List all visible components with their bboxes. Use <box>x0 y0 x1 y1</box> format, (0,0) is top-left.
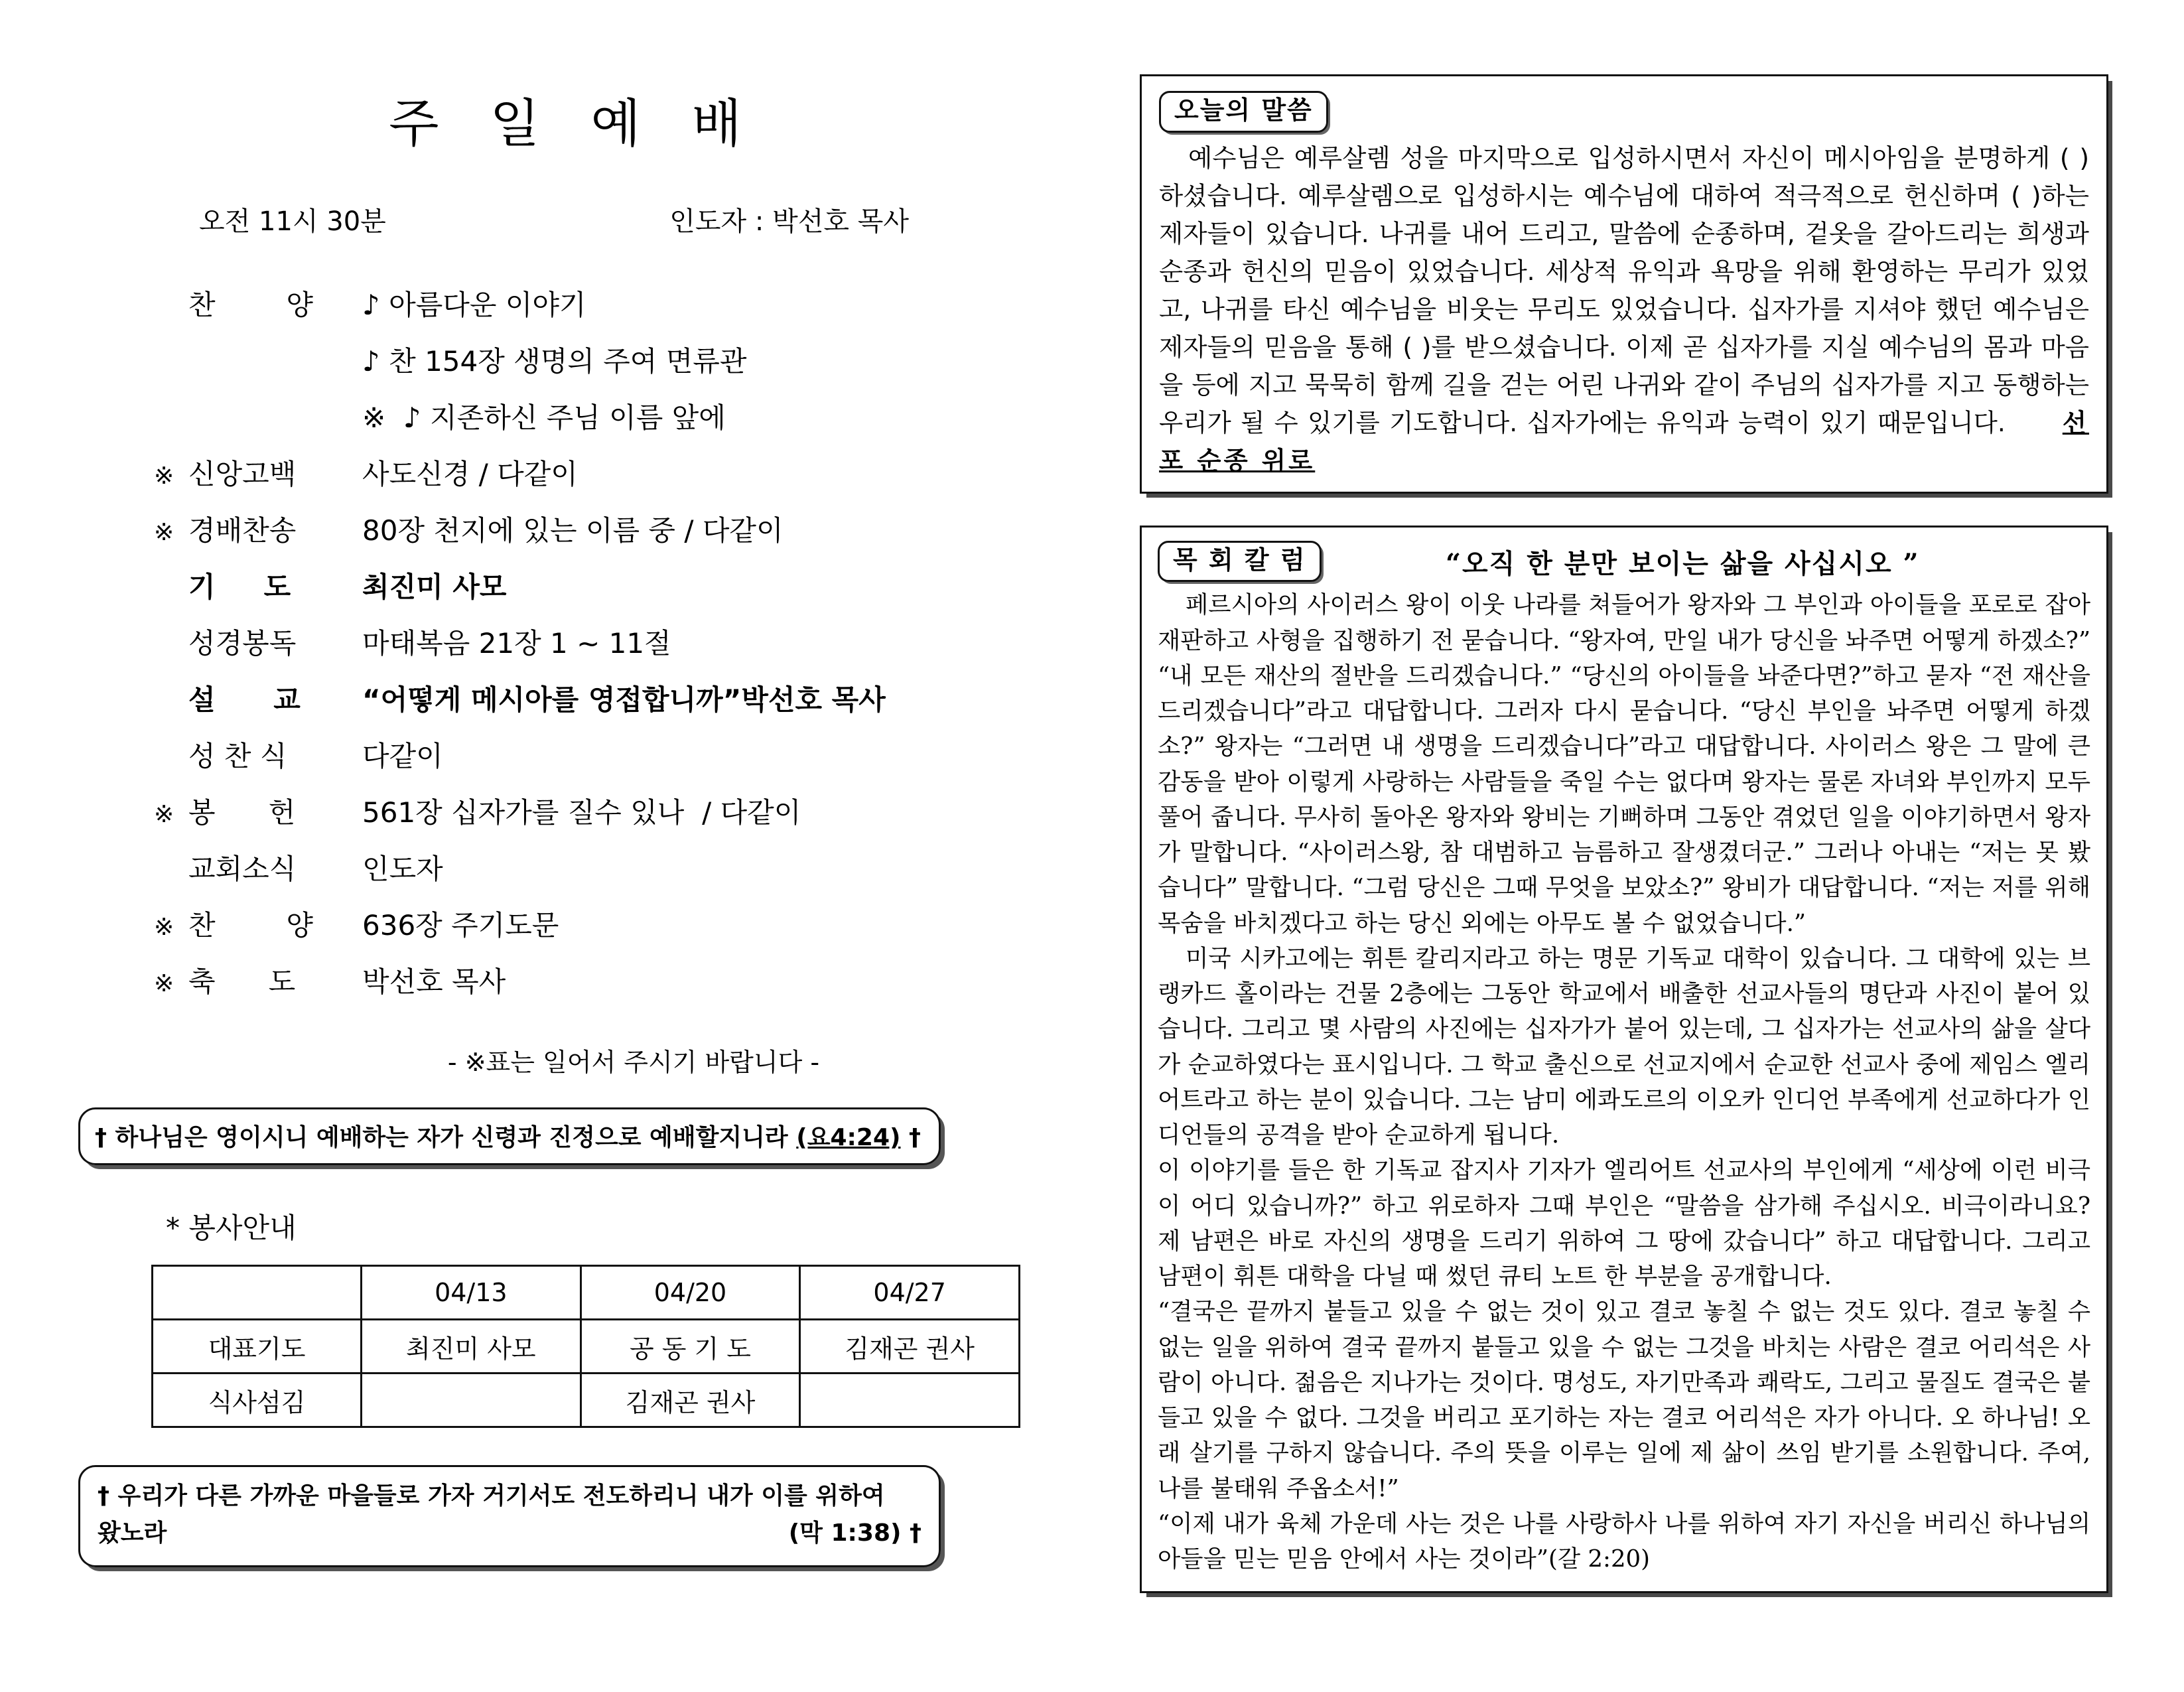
pastoral-column-tag: 목 회 칼 럼 <box>1158 541 1322 583</box>
pastoral-paragraph: 이 이야기를 들은 한 기독교 잡지사 기자가 엘리어트 선교사의 부인에게 “세상에 이런 비극이 어디 있습니까?” 하고 위로하자 그때 부인은 “말씀을 삼가해 주십시오. 비극이라니요? 제 남편은 바로 자신의 생명을 드리기 위하여 그 땅에 갔습니다” 하고 대답합니다. 그리고 남편이 휘튼 대학을 다닐 때 썼던 큐티 노트 한 부분을 공개합니다. <box>1158 1157 2090 1291</box>
verse-box-top <box>78 1107 941 1165</box>
table-header-cell: 04/13 <box>362 1266 581 1320</box>
order-value: 인도자 <box>362 853 443 885</box>
articles-column <box>1140 0 2184 1692</box>
order-mark: ※ <box>154 801 174 828</box>
cross-icon: † <box>910 1519 921 1547</box>
service-assignment-label: * 봉사안내 <box>166 1212 297 1244</box>
pastoral-paragraph: “이제 내가 육체 가운데 사는 것은 나를 사랑하사 나를 위하여 자기 자신을 버리신 하나님의 아들을 믿는 믿음 안에서 사는 것이라”(갈 2:20) <box>1158 1510 2090 1573</box>
order-label: 축 도 <box>188 965 296 998</box>
pastoral-column-body <box>1158 587 2090 1577</box>
table-header-cell <box>153 1266 362 1320</box>
order-label: 찬 양 <box>188 289 313 321</box>
pastoral-column-panel <box>1140 526 2108 1594</box>
order-label: 신앙고백 <box>188 458 297 490</box>
order-label: 찬 양 <box>188 909 313 942</box>
table-header-row <box>153 1266 1020 1320</box>
duty-table <box>151 1265 1020 1428</box>
order-of-worship-list <box>0 283 1101 1017</box>
order-value: 사도신경 / 다같이 <box>362 458 578 490</box>
verse-reference: (요4:24) <box>796 1124 901 1151</box>
order-label: 교회소식 <box>188 853 297 885</box>
todays-word-text: 예수님은 예루살렘 성을 마지막으로 입성하시면서 자신이 메시아임을 분명하게 ( )하셨습니다. 예루살렘으로 입성하시는 예수님에 대하여 적극적으로 헌신하며 ( )하는 제자들이 있습니다. 나귀를 내어 드리고, 말씀에 순종하며, 겉옷을 갈아드리는 희생과 순종과 헌신의 믿음이 있었습니다. 세상적 유익과 욕망을 위해 환영하는 무리가 있었고, 나귀를 타신 예수님을 비웃는 무리도 있었습니다. 십자가를 지셔야 했던 예수님은 제자들의 믿음을 통해 ( )를 받으셨습니다. 이제 곧 십자가를 지실 예수님의 몸과 마음을 등에 지고 묵묵히 함께 길을 걷는 어린 나귀와 같이 주님의 십자가를 지고 동행하는 우리가 될 수 있기를 기도합니다. 십자가에는 유익과 능력이 있기 때문입니다. <box>1159 143 2089 437</box>
verse-reference-wrap <box>789 1515 921 1552</box>
table-header-cell: 04/27 <box>800 1266 1020 1320</box>
todays-word-panel <box>1140 74 2108 494</box>
order-row <box>154 565 1101 622</box>
table-cell: 김재곤 권사 <box>580 1374 800 1427</box>
order-label: 경배찬송 <box>188 514 297 547</box>
table-cell: 최진미 사모 <box>362 1320 581 1374</box>
order-value: ※ ♪ 지존하신 주님 이름 앞에 <box>362 401 726 434</box>
order-row <box>154 791 1101 847</box>
todays-word-answers: 선포 순종 위로 <box>1159 407 2089 475</box>
table-cell: 식사섬김 <box>153 1374 362 1427</box>
pastoral-column-title: “오직 한 분만 보이는 삶을 사십시오 ” <box>1446 547 1920 579</box>
order-value: “어떻게 메시아를 영접합니까”박선호 목사 <box>362 683 886 716</box>
order-row <box>154 847 1101 904</box>
order-row <box>154 904 1101 960</box>
cross-icon: † <box>909 1124 921 1151</box>
order-value: 마태복음 21장 1 ~ 11절 <box>362 627 671 660</box>
order-label: 성 찬 식 <box>188 740 287 772</box>
service-time: 오전 11시 30분 <box>199 206 386 237</box>
pastoral-paragraph: 페르시아의 사이러스 왕이 이웃 나라를 쳐들어가 왕자와 그 부인과 아이들을 포로로 잡아 재판하고 사형을 집행하기 전 묻습니다. “왕자여, 만일 내가 당신을 놔주면 어떻게 하겠소?” “내 모든 재산의 절반을 드리겠습니다.” “당신의 아이들을 놔준다면?”하고 묻자 “전 재산을 드리겠습니다”라고 대답합니다. 그러자 다시 묻습니다. “당신 부인을 놔주면 어떻게 하겠소?” 왕자는 “그러면 내 생명을 드리겠습니다”라고 대답합니다. 사이러스 왕은 그 말에 큰 감동을 받아 이렇게 사랑하는 사람들을 죽일 수는 없다며 왕자는 물론 자녀와 부인까지 모두 풀어 줍니다. 무사히 돌아온 왕자와 왕비는 기뻐하며 그동안 겪었던 일을 이야기하면서 왕자가 말합니다. “사이러스왕, 참 대범하고 늠름하고 잘생겼더군.” 그러나 아내는 “저는 못 봤습니다” 말합니다. “그럼 당신은 그때 무엇을 보았소?” 왕비가 대답합니다. “저는 저를 위해 목숨을 바치겠다고 하는 당신 외에는 아무도 볼 수 없었습니다.” <box>1158 591 2090 937</box>
cross-icon: † <box>98 1482 109 1510</box>
table-cell <box>362 1374 581 1427</box>
order-mark: ※ <box>154 462 174 490</box>
verse-line-1 <box>98 1478 921 1515</box>
order-row <box>154 678 1101 735</box>
table-cell: 김재곤 권사 <box>800 1320 1020 1374</box>
standing-note: - ※표는 일어서 주시기 바랍니다 - <box>447 1048 820 1077</box>
table-header-cell: 04/20 <box>580 1266 800 1320</box>
order-label: 성경봉독 <box>188 627 297 660</box>
order-label: 기 도 <box>188 571 291 603</box>
verse-text: 하나님은 영이시니 예배하는 자가 신령과 진정으로 예배할지니라 <box>115 1124 788 1151</box>
service-leader: 인도자 : 박선호 목사 <box>669 206 909 237</box>
order-mark: ※ <box>154 914 174 941</box>
order-value: 박선호 목사 <box>362 965 506 998</box>
order-value: ♪ 찬 154장 생명의 주여 면류관 <box>362 345 747 378</box>
order-row <box>154 622 1101 678</box>
order-row <box>154 283 1101 340</box>
verse-text: 우리가 다른 가까운 마을들로 가자 거기서도 전도하리니 내가 이를 위하여 <box>117 1482 885 1510</box>
order-row <box>154 735 1101 791</box>
order-value: 636장 주기도문 <box>362 909 559 942</box>
page-title: 주 일 예 배 <box>389 94 759 154</box>
order-value: 561장 십자가를 질수 있나 / 다같이 <box>362 796 801 829</box>
table-cell <box>800 1374 1020 1427</box>
order-value: 다같이 <box>362 740 443 772</box>
table-cell: 공 동 기 도 <box>580 1320 800 1374</box>
todays-word-paragraph <box>1159 139 2089 480</box>
pastoral-paragraph: “결국은 끝까지 붙들고 있을 수 없는 것이 있고 결코 놓칠 수 없는 것도 있다. 결코 놓칠 수 없는 일을 위하여 결국 끝까지 붙들고 있을 수 없는 그것을 바치는 사람은 결코 어리석은 사람이 아니다. 젊음은 지나가는 것이다. 명성도, 자기만족과 쾌락도, 그리고 물질도 결국은 붙들고 있을 수 없다. 그것을 버리고 포기하는 자는 결코 어리석은 자가 아니다. 오 하나님! 오래 살기를 구하지 않습니다. 주의 뜻을 이루는 일에 제 삶이 쓰임 받기를 소원합니다. 주여, 나를 불태워 주옵소서!” <box>1158 1298 2090 1502</box>
todays-word-body <box>1159 139 2089 480</box>
order-row <box>154 453 1101 509</box>
verse-reference: (막 1:38) <box>788 1519 902 1547</box>
pastoral-paragraph: 미국 시카고에는 휘튼 칼리지라고 하는 명문 기독교 대학이 있습니다. 그 대학에 있는 브랭카드 홀이라는 건물 2층에는 그동안 학교에서 배출한 선교사들의 명단과 사진이 붙어 있습니다. 그리고 몇 사람의 사진에는 십자가가 붙어 있는데, 그 십자가는 선교사의 삶을 살다가 순교하였다는 표시입니다. 그 학교 출신으로 선교지에서 순교한 선교사 중에 제임스 엘리어트라고 하는 분이 있습니다. 그는 남미 에콰도르의 이오카 인디언 부족에게 선교하다가 인디언들의 공격을 받아 순교하게 됩니다. <box>1158 944 2090 1149</box>
pastoral-column-header <box>1158 541 2090 583</box>
table-row <box>153 1374 1020 1427</box>
order-label: 봉 헌 <box>188 796 296 829</box>
table-row <box>153 1320 1020 1374</box>
order-row <box>154 396 1101 453</box>
verse-line-2 <box>98 1515 921 1552</box>
order-row <box>154 960 1101 1017</box>
service-meta <box>0 200 1101 238</box>
todays-word-tag: 오늘의 말씀 <box>1159 91 1328 133</box>
order-mark: ※ <box>154 970 174 997</box>
table-cell: 대표기도 <box>153 1320 362 1374</box>
order-row <box>154 340 1101 396</box>
cross-icon: † <box>95 1124 107 1151</box>
order-row <box>154 509 1101 565</box>
order-value: ♪ 아름다운 이야기 <box>362 289 586 321</box>
order-value: 80장 천지에 있는 이름 중 / 다같이 <box>362 514 784 547</box>
verse-text-cont: 왔노라 <box>98 1519 167 1547</box>
order-value: 최진미 사모 <box>362 571 507 603</box>
order-label: 설 교 <box>188 683 301 716</box>
verse-box-bottom <box>78 1465 941 1567</box>
order-mark: ※ <box>154 519 174 546</box>
